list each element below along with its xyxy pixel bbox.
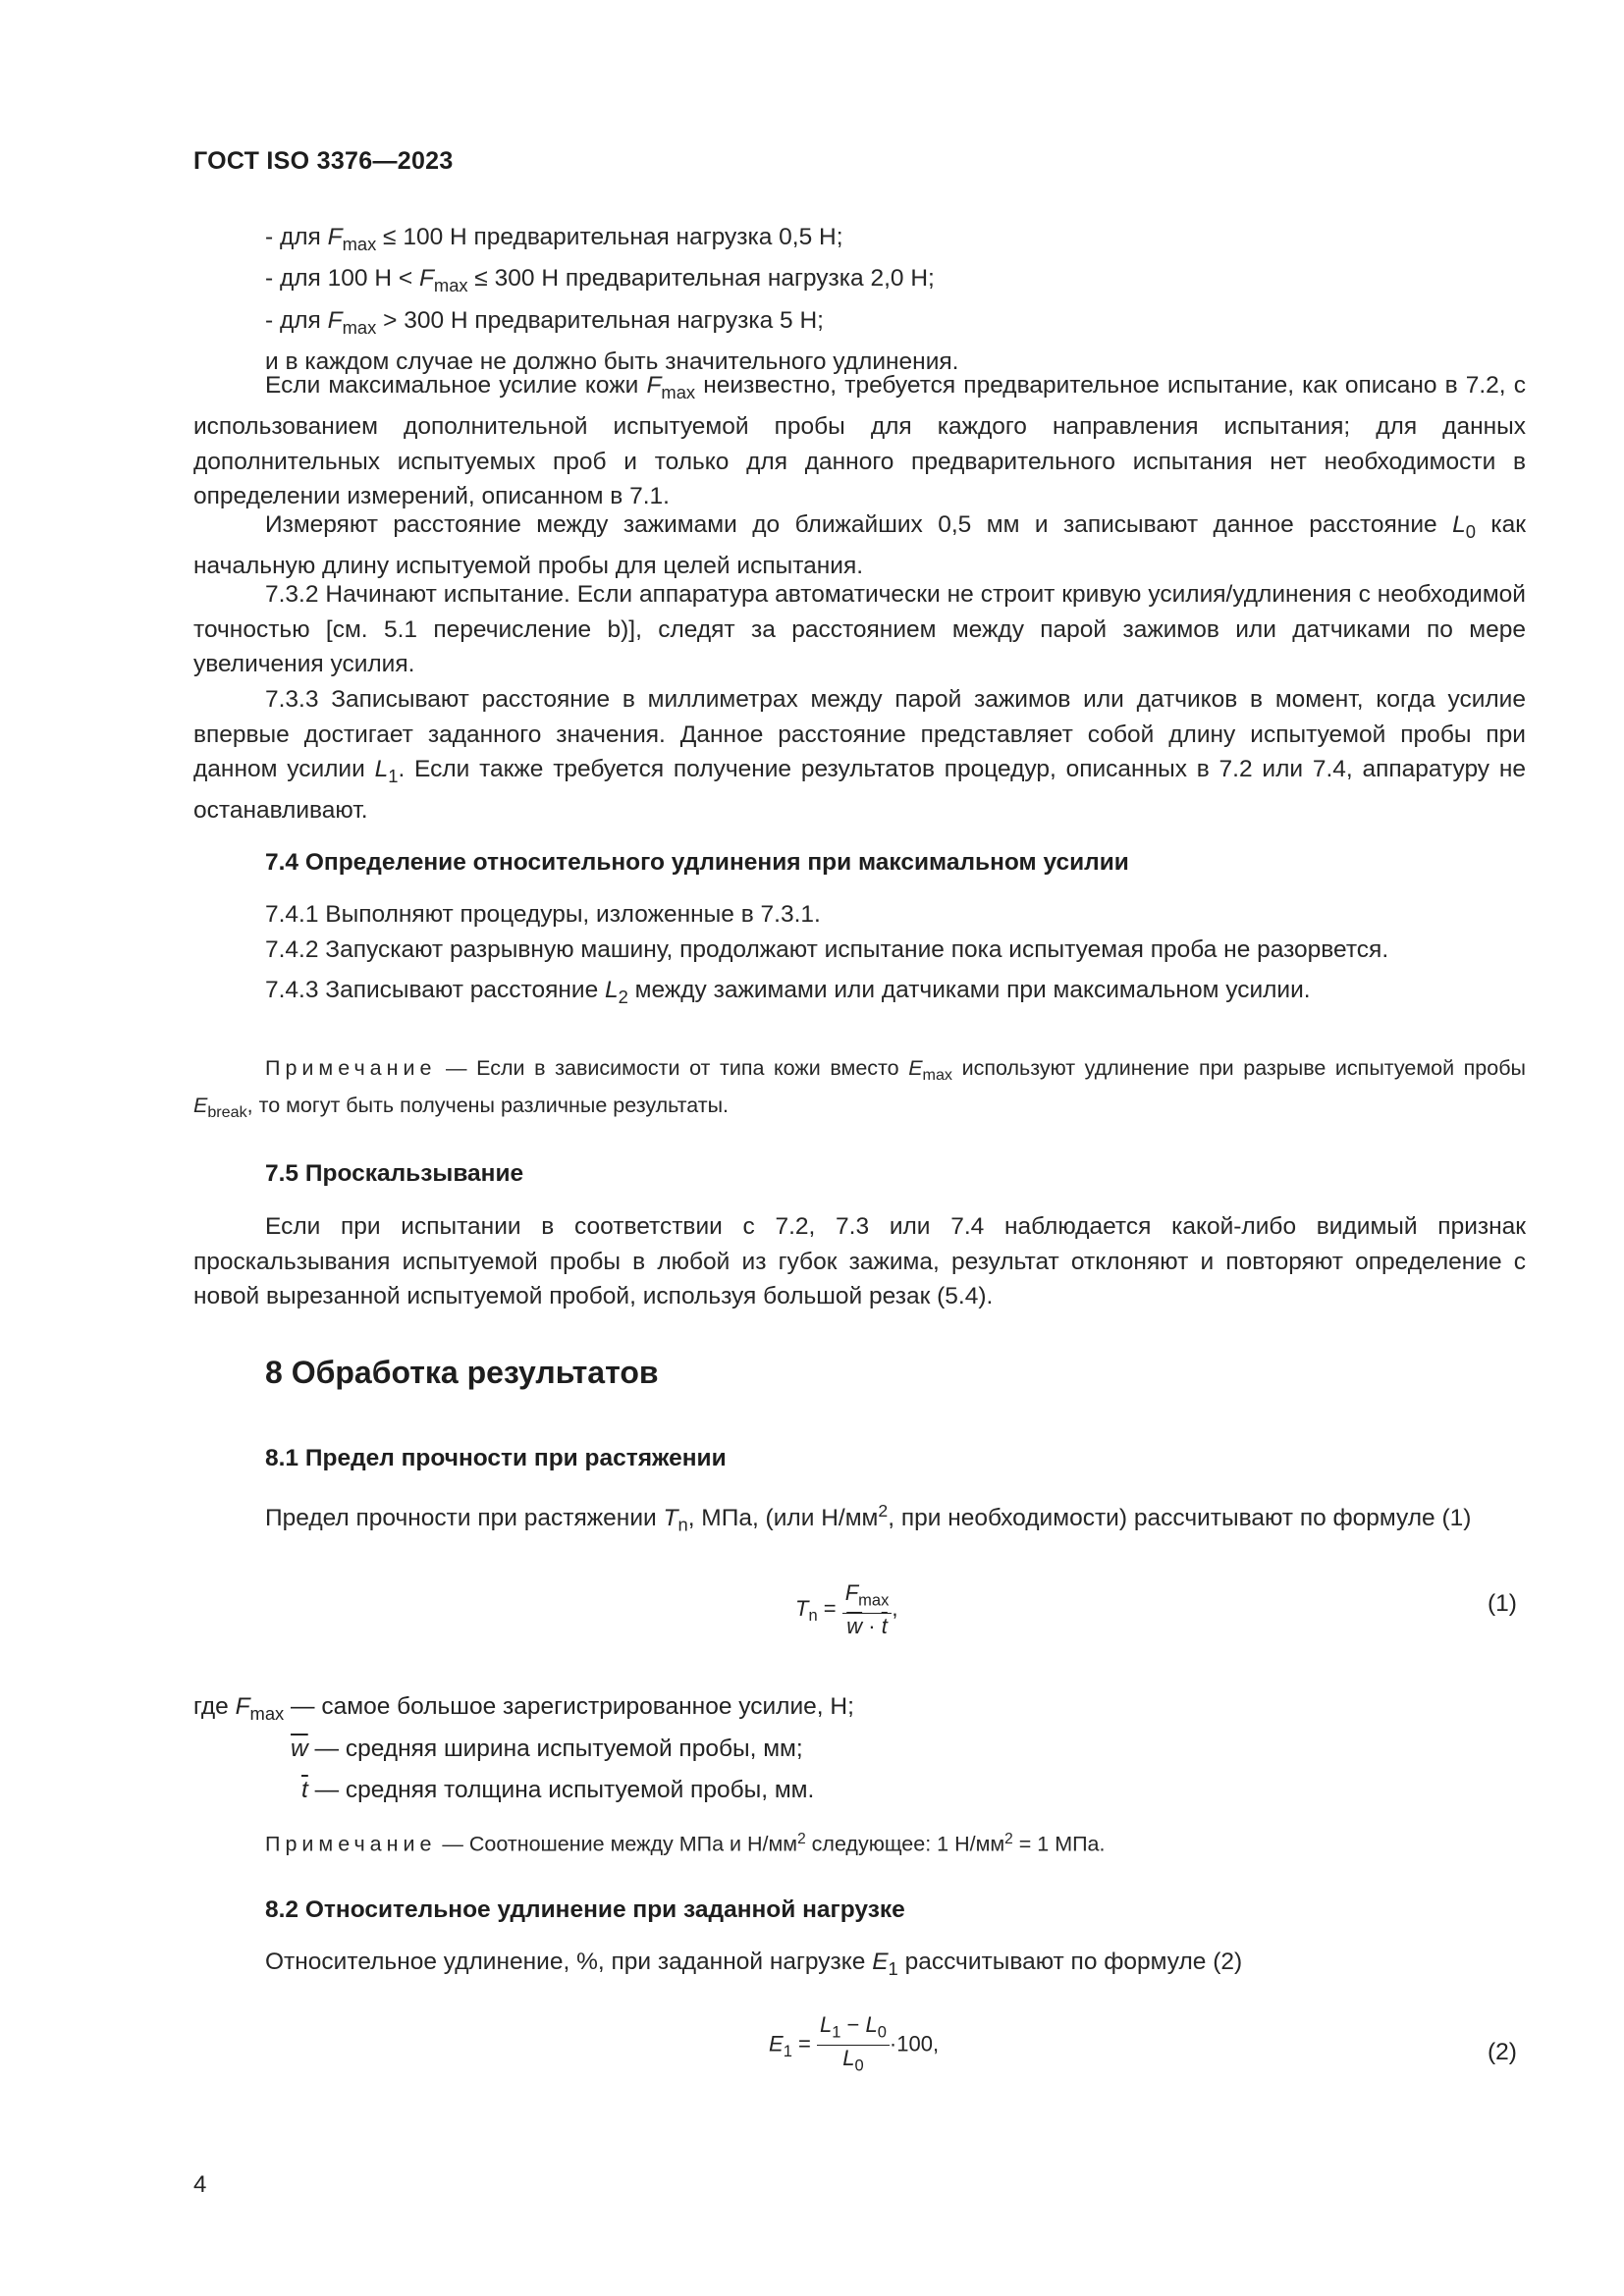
equation-number-2: (2) — [1488, 2039, 1517, 2065]
section-7-5-body: Если при испытании в соответствии с 7.2, 7.3 или 7.4 наблюдается какой-либо видимый признак проскальзывания испытуемой пробы в любой из губок зажима, результат отклоняют и повторяют определение с новой вырезанной испытуемой пробой, используя большой резак (5.4). — [193, 1213, 1526, 1309]
page-number: 4 — [193, 2171, 207, 2198]
section-7-4-body: 7.4.1 Выполняют процедуры, изложенные в 7.3.1. 7.4.2 Запускают разрывную машину, продолжают испытание пока испытуемая проба не разорвется. 7.4.3 Записывают расстояние $L_2$ между зажимами или датчиками при максимальном усилии. — [265, 901, 1389, 1007]
where-line-3: $\overline{t}$ — средняя толщина испытуемой пробы, мм. — [301, 1777, 815, 1803]
section-8-2-body: Относительное удлинение, %, при заданной нагрузке $E_1$ рассчитывают по формуле (2) — [265, 1949, 1243, 1979]
list-item: - для $F_{max} > 300$ Н предварительная нагрузка 5 Н; — [265, 306, 824, 338]
formula-2: $E_1$ = $\frac{L_1 - L_0}{L_0}$ ·100, — [769, 2012, 939, 2079]
equation-number-1: (1) — [1488, 1590, 1517, 1617]
preload-list — [193, 220, 1526, 380]
formula-2-fraction: $\frac{L_1 - L_0}{L_0}$ — [817, 2012, 890, 2079]
where-line-2: $\overline{w}$ — средняя ширина испытуемой пробы, мм; — [291, 1735, 803, 1762]
list-tail: и в каждом случае не должно быть значительного удлинения. — [265, 348, 959, 376]
section-8-title: 8 Обработка результатов — [265, 1355, 659, 1390]
section-7-4-title: 7.4 Определение относительного удлинения при максимальном усилии — [265, 849, 1129, 876]
formula-1: $T_n$ = $\frac{F_{max}}{\overline{w} \cdot \overline{t}}$ , — [795, 1580, 898, 1639]
where-line-1: где $F_{max}$ — самое большое зарегистрированное усилие, Н; — [193, 1693, 854, 1724]
paragraph-7-3-3: 7.3.3 Записывают расстояние в миллиметрах между парой зажимов или датчиков в момент, когда усилие впервые достигает заданного значения. Данное расстояние представляет собой длину испытуемой пробы при данном усилии $L_1$. Если также требуется получение результатов процедур, описанных в 7.2 или 7.4, аппаратуру не останавливают. — [193, 686, 1526, 825]
section-7-5-title: 7.5 Проскальзывание — [265, 1160, 524, 1187]
section-8-1-body: Предел прочности при растяжении $T_n$, МПа, (или $Н/мм^2$, при необходимости) рассчитывают по формуле (1) — [265, 1501, 1472, 1535]
section-8-2-title: 8.2 Относительное удлинение при заданной нагрузке — [265, 1896, 905, 1923]
document-header: ГОСТ ISO 3376—2023 — [193, 147, 454, 175]
formula-1-fraction: $\frac{F_{max}}{\overline{w} \cdot \overline{t}}$ — [842, 1580, 893, 1639]
section-8-1-title: 8.1 Предел прочности при растяжении — [265, 1445, 727, 1471]
list-item: - для 100 $Н < F_{max} \le 300$ Н предварительная нагрузка 2,0 Н; — [265, 265, 935, 296]
note-label: Примечание — [265, 1832, 437, 1856]
note-7-4: Примечание — Если в зависимости от типа кожи вместо $E_{max}$ используют удлинение при разрыве испытуемой пробы $E_{break}$, то могут быть получены различные результаты. — [193, 1056, 1526, 1122]
note-label: Примечание — [265, 1056, 437, 1080]
paragraph-7-3-2: 7.3.2 Начинают испытание. Если аппаратура автоматически не строит кривую усилия/удлинения с необходимой точностью [см. 5.1 перечисление b)], следят за расстоянием между парой зажимов или датчиками по мере увеличения усилия. — [193, 581, 1526, 677]
note-8-1: Примечание — Соотношение между МПа и $Н/мм^2$ следующее: 1 $Н/мм^2 = 1$ МПа. — [265, 1831, 1106, 1856]
paragraph-l0: Измеряют расстояние между зажимами до ближайших 0,5 мм и записывают данное расстояние $L_0$ как начальную длину испытуемой пробы для целей испытания. — [193, 511, 1526, 580]
list-item: - для $F_{max} \le 100$ Н предварительная нагрузка 0,5 Н; — [265, 224, 843, 254]
paragraph-fmax: Если максимальное усилие кожи $F_{max}$ неизвестно, требуется предварительное испытание, как описано в 7.2, с использованием дополнительной испытуемой пробы для каждого направления испытания; для данных дополнительных испытуемых проб и только для данного предварительного испытания нет необходимости в определении измерений, описанном в 7.1. — [193, 372, 1526, 510]
